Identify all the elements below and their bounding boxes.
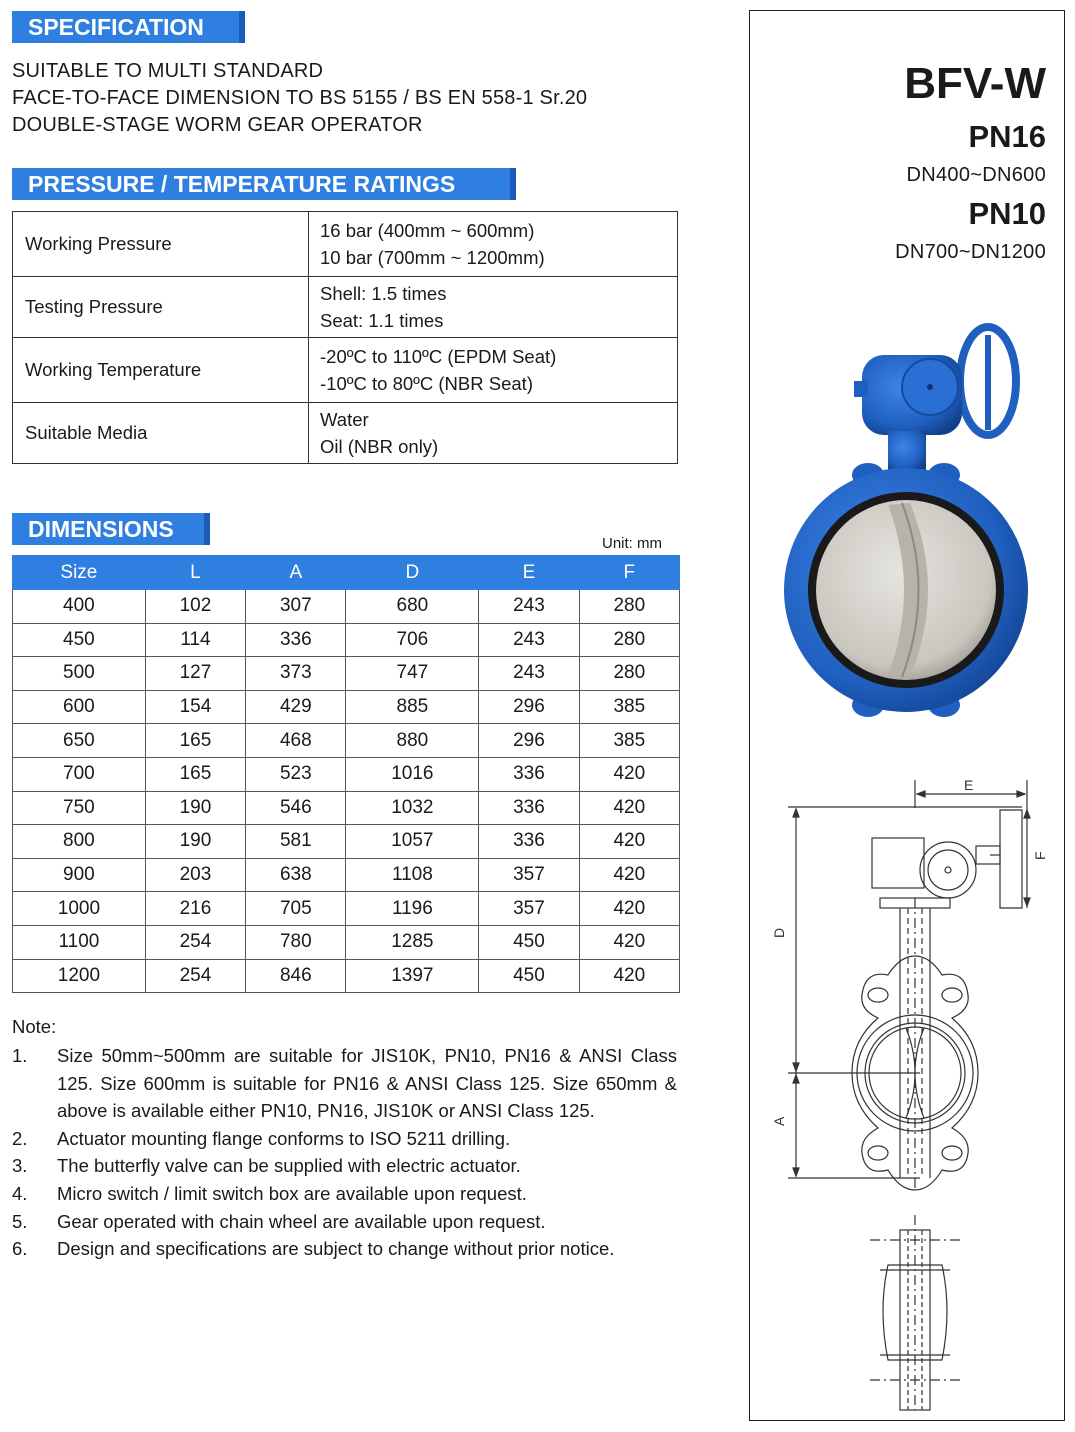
table-cell: 581 — [246, 825, 346, 859]
table-cell: 357 — [479, 892, 579, 926]
table-cell: 1032 — [346, 791, 479, 825]
table-cell: 216 — [145, 892, 245, 926]
ratings-table — [12, 211, 678, 464]
table-cell: 254 — [145, 925, 245, 959]
table-row — [13, 657, 680, 691]
table-cell: 127 — [145, 657, 245, 691]
table-cell: 468 — [246, 724, 346, 758]
list-item — [12, 1235, 677, 1263]
rating-value-line: 10 bar (700mm ~ 1200mm) — [320, 247, 545, 268]
rating-value — [309, 403, 678, 464]
table-cell: 114 — [145, 623, 245, 657]
table-row — [13, 757, 680, 791]
specification-header: SPECIFICATION — [12, 11, 245, 43]
table-cell: 420 — [579, 825, 679, 859]
note-number: 4. — [12, 1182, 28, 1204]
table-cell: 650 — [13, 724, 146, 758]
notes-list — [12, 1042, 677, 1263]
rating-label: Working Pressure — [13, 212, 309, 277]
table-row — [13, 892, 680, 926]
ratings-header: PRESSURE / TEMPERATURE RATINGS — [12, 168, 516, 200]
note-title: Note: — [12, 1016, 57, 1037]
table-cell: 254 — [145, 959, 245, 993]
table-cell: 450 — [479, 925, 579, 959]
column-header: E — [479, 556, 579, 590]
table-cell: 900 — [13, 858, 146, 892]
table-row — [13, 959, 680, 993]
table-cell: 190 — [145, 791, 245, 825]
table-cell: 280 — [579, 590, 679, 624]
table-cell: 420 — [579, 858, 679, 892]
table-cell: 420 — [579, 791, 679, 825]
table-cell: 780 — [246, 925, 346, 959]
column-header: F — [579, 556, 679, 590]
table-row — [13, 212, 678, 277]
table-cell: 1285 — [346, 925, 479, 959]
list-item — [12, 1042, 677, 1125]
table-cell: 705 — [246, 892, 346, 926]
column-header: Size — [13, 556, 146, 590]
rating-value — [309, 277, 678, 338]
dimensions-table — [12, 555, 680, 993]
table-cell: 154 — [145, 690, 245, 724]
rating-label: Suitable Media — [13, 403, 309, 464]
table-cell: 523 — [246, 757, 346, 791]
table-cell: 747 — [346, 657, 479, 691]
table-cell: 680 — [346, 590, 479, 624]
table-row — [13, 403, 678, 464]
table-cell: 190 — [145, 825, 245, 859]
table-cell: 450 — [479, 959, 579, 993]
table-cell: 296 — [479, 724, 579, 758]
table-cell: 500 — [13, 657, 146, 691]
note-number: 6. — [12, 1238, 28, 1260]
table-cell: 385 — [579, 690, 679, 724]
spec-line: DOUBLE-STAGE WORM GEAR OPERATOR — [12, 114, 423, 136]
table-cell: 165 — [145, 724, 245, 758]
table-cell: 336 — [246, 623, 346, 657]
size-range-2: DN700~DN1200 — [895, 241, 1046, 263]
table-cell: 1196 — [346, 892, 479, 926]
list-item — [12, 1180, 677, 1208]
table-row — [13, 338, 678, 403]
dimension-label-d: D — [771, 927, 787, 938]
table-row — [13, 925, 680, 959]
column-header: L — [145, 556, 245, 590]
pressure-rating-1: PN16 — [968, 119, 1046, 154]
note-text: Design and specifications are subject to change without prior notice. — [57, 1238, 615, 1260]
rating-label: Testing Pressure — [13, 277, 309, 338]
table-cell: 750 — [13, 791, 146, 825]
table-cell: 420 — [579, 892, 679, 926]
rating-value-line: Shell: 1.5 times — [320, 283, 447, 304]
list-item — [12, 1208, 677, 1236]
table-cell: 800 — [13, 825, 146, 859]
valve-dimension-drawing — [760, 770, 1060, 1420]
note-text: Micro switch / limit switch box are available upon request. — [57, 1182, 527, 1204]
rating-label: Working Temperature — [13, 338, 309, 403]
table-cell: 280 — [579, 657, 679, 691]
table-cell: 420 — [579, 925, 679, 959]
note-text: Actuator mounting flange conforms to ISO 5211 drilling. — [57, 1127, 511, 1149]
column-header: A — [246, 556, 346, 590]
table-cell: 357 — [479, 858, 579, 892]
rating-value-line: -20ºC to 110ºC (EPDM Seat) — [320, 346, 557, 367]
rating-value-line: -10ºC to 80ºC (NBR Seat) — [320, 373, 533, 394]
table-cell: 102 — [145, 590, 245, 624]
table-cell: 203 — [145, 858, 245, 892]
table-cell: 1397 — [346, 959, 479, 993]
model-name: BFV-W — [904, 59, 1046, 108]
table-row — [13, 623, 680, 657]
table-header-row — [13, 556, 680, 590]
table-cell: 700 — [13, 757, 146, 791]
table-cell: 400 — [13, 590, 146, 624]
table-cell: 1108 — [346, 858, 479, 892]
table-row — [13, 858, 680, 892]
table-cell: 280 — [579, 623, 679, 657]
table-cell: 243 — [479, 590, 579, 624]
table-cell: 307 — [246, 590, 346, 624]
spec-line: SUITABLE TO MULTI STANDARD — [12, 60, 324, 82]
note-text: The butterfly valve can be supplied with electric actuator. — [57, 1155, 521, 1177]
note-number: 5. — [12, 1210, 28, 1232]
table-row — [13, 791, 680, 825]
note-text: Gear operated with chain wheel are available upon request. — [57, 1210, 546, 1232]
unit-label: Unit: mm — [602, 535, 662, 552]
table-cell: 1000 — [13, 892, 146, 926]
rating-value-line: Water — [320, 409, 369, 430]
table-cell: 296 — [479, 690, 579, 724]
table-cell: 336 — [479, 757, 579, 791]
list-item — [12, 1152, 677, 1180]
rating-value-line: 16 bar (400mm ~ 600mm) — [320, 220, 535, 241]
table-cell: 336 — [479, 825, 579, 859]
table-cell: 846 — [246, 959, 346, 993]
table-cell: 1057 — [346, 825, 479, 859]
table-cell: 420 — [579, 959, 679, 993]
dimension-label-a: A — [771, 1116, 787, 1126]
table-cell: 1200 — [13, 959, 146, 993]
note-number: 3. — [12, 1155, 28, 1177]
table-row — [13, 825, 680, 859]
spec-lines — [12, 58, 587, 139]
table-cell: 243 — [479, 623, 579, 657]
list-item — [12, 1125, 677, 1153]
table-cell: 373 — [246, 657, 346, 691]
table-cell: 885 — [346, 690, 479, 724]
table-cell: 243 — [479, 657, 579, 691]
rating-value-line: Seat: 1.1 times — [320, 310, 444, 331]
rating-value — [309, 338, 678, 403]
table-cell: 706 — [346, 623, 479, 657]
note-number: 1. — [12, 1045, 28, 1066]
column-header: D — [346, 556, 479, 590]
dimensions-body — [13, 590, 680, 993]
dimensions-header: DIMENSIONS — [12, 513, 210, 545]
dimension-label-e: E — [964, 777, 974, 793]
table-cell: 429 — [246, 690, 346, 724]
dimension-label-f: F — [1032, 851, 1048, 860]
rating-value — [309, 212, 678, 277]
note-text: Size 50mm~500mm are suitable for JIS10K, PN10, PN16 & ANSI Class 125. Size 600mm is suitable for PN16 & ANSI Class 125. Size 650mm & above is available either PN10, PN16, JIS10K or ANSI Class 125. — [57, 1045, 677, 1122]
table-row — [13, 724, 680, 758]
table-cell: 450 — [13, 623, 146, 657]
table-row — [13, 690, 680, 724]
note-number: 2. — [12, 1127, 28, 1149]
table-cell: 385 — [579, 724, 679, 758]
table-cell: 165 — [145, 757, 245, 791]
table-cell: 420 — [579, 757, 679, 791]
size-range-1: DN400~DN600 — [906, 164, 1046, 186]
table-cell: 1100 — [13, 925, 146, 959]
table-cell: 600 — [13, 690, 146, 724]
valve-photo — [770, 325, 1040, 740]
table-cell: 1016 — [346, 757, 479, 791]
table-cell: 546 — [246, 791, 346, 825]
table-row — [13, 590, 680, 624]
spec-line: FACE-TO-FACE DIMENSION TO BS 5155 / BS EN 558-1 Sr.20 — [12, 87, 588, 109]
table-cell: 336 — [479, 791, 579, 825]
table-row — [13, 277, 678, 338]
table-cell: 880 — [346, 724, 479, 758]
rating-value-line: Oil (NBR only) — [320, 436, 439, 457]
table-cell: 638 — [246, 858, 346, 892]
pressure-rating-2: PN10 — [968, 196, 1046, 231]
